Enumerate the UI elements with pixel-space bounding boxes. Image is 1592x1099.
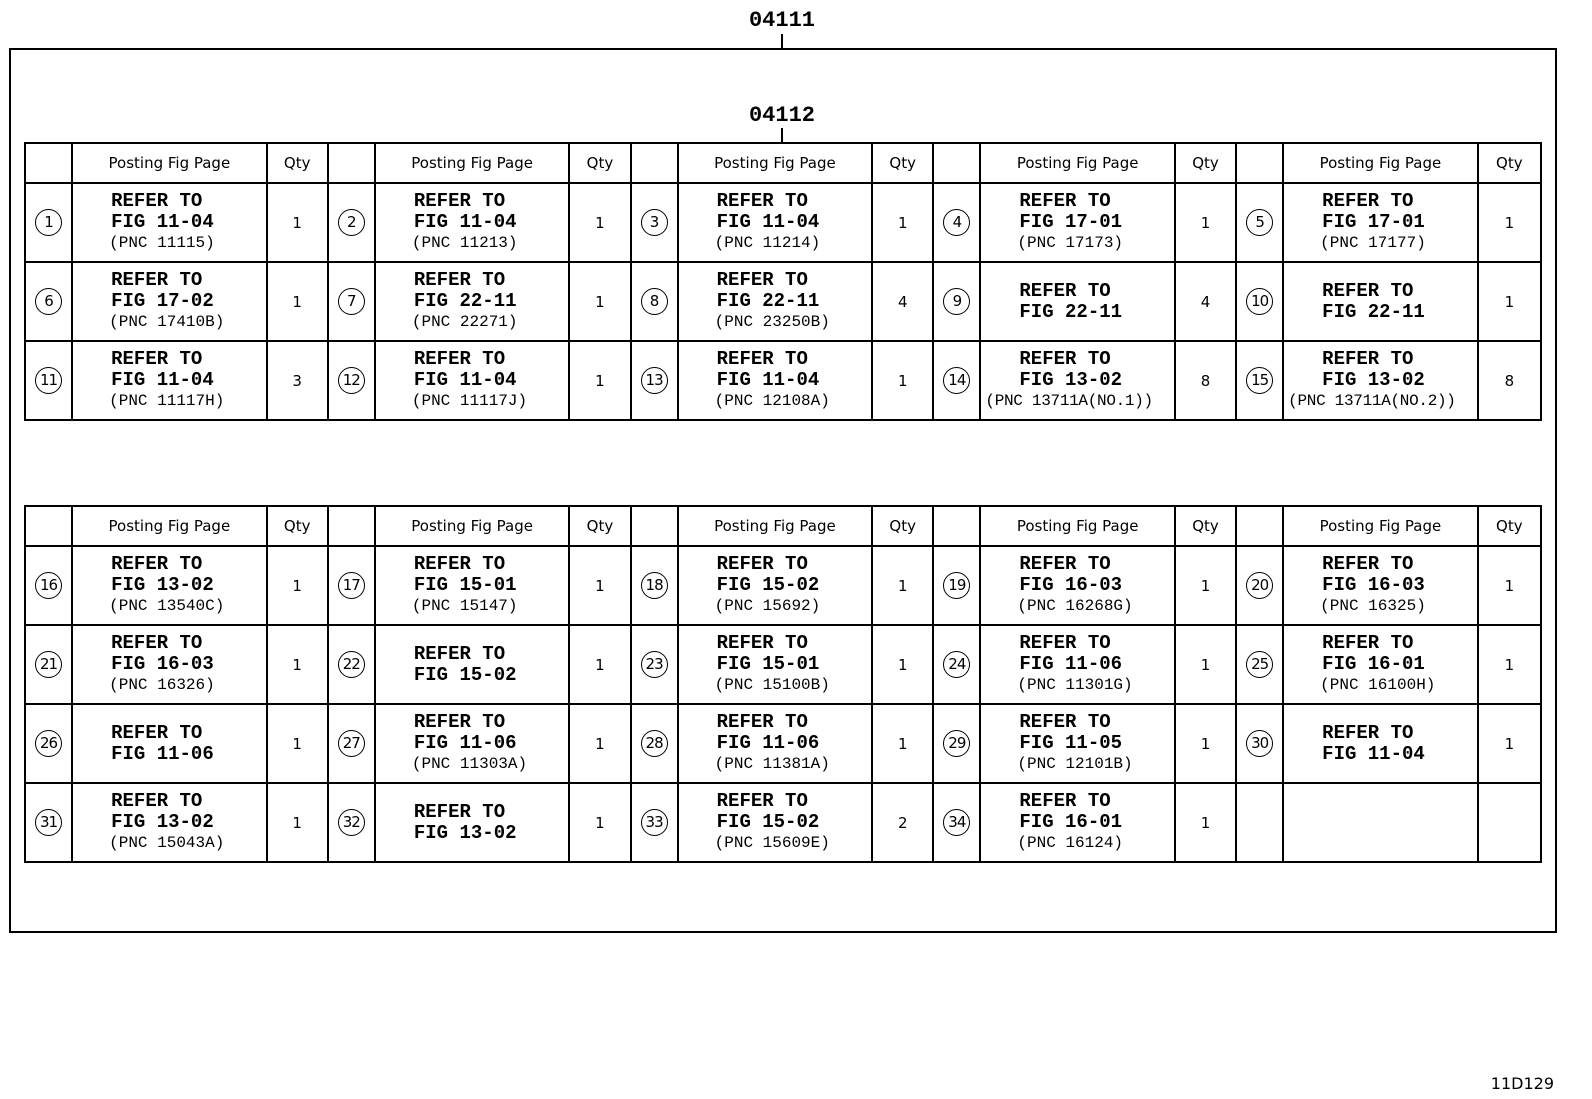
qty-cell: 1 [872, 341, 933, 420]
ref-number-circle: 30 [1246, 730, 1273, 757]
refer-to-text: REFER TO [1019, 790, 1111, 812]
pnc-text: (PNC 11301G) [1017, 676, 1133, 694]
ref-number-cell [1236, 783, 1283, 862]
ref-number-cell [1236, 341, 1283, 420]
posting-cell [1283, 546, 1478, 625]
header-num-cell [933, 143, 980, 183]
pnc-text: (PNC 13711A(NO.2)) [1288, 392, 1456, 410]
fig-page-text: FIG 22-11 [716, 290, 820, 312]
pnc-text: (PNC 11117H) [109, 392, 225, 410]
ref-number-circle: 19 [943, 572, 970, 599]
posting-cell [1283, 625, 1478, 704]
header-posting: Posting Fig Page [980, 143, 1175, 183]
fig-page-text: FIG 11-04 [111, 369, 214, 391]
fig-page-text: FIG 17-02 [111, 290, 214, 312]
posting-cell [72, 183, 267, 262]
ref-number-cell [631, 341, 678, 420]
header-num-cell [1236, 143, 1283, 183]
ref-number-cell [1236, 546, 1283, 625]
header-num-cell [631, 143, 678, 183]
table-row [25, 783, 1541, 862]
posting-cell [980, 262, 1175, 341]
pnc-text: (PNC 11115) [109, 234, 215, 252]
ref-number-cell [328, 783, 375, 862]
fig-page-text: FIG 22-11 [1322, 300, 1425, 323]
header-posting: Posting Fig Page [678, 143, 873, 183]
fig-page-text: FIG 15-02 [716, 574, 820, 596]
pnc-text: (PNC 16326) [109, 676, 215, 694]
fig-page-text: FIG 11-06 [716, 732, 820, 754]
ref-number-circle: 34 [943, 809, 970, 836]
refer-to-text: REFER TO [413, 553, 506, 575]
figure-code: 11D129 [1490, 1074, 1554, 1093]
fig-page-text: FIG 15-01 [716, 653, 820, 675]
posting-cell [375, 341, 570, 420]
posting-cell [72, 783, 267, 862]
qty-cell: 1 [1175, 183, 1236, 262]
posting-cell [72, 341, 267, 420]
pnc-text: (PNC 16124) [1017, 834, 1124, 852]
qty-cell: 1 [1478, 262, 1541, 341]
refer-to-text: REFER TO [716, 790, 808, 812]
header-posting: Posting Fig Page [678, 506, 873, 546]
ref-number-circle: 17 [338, 572, 365, 599]
refer-to-text: REFER TO [111, 632, 203, 654]
posting-cell [375, 183, 570, 262]
fig-page-text: FIG 16-03 [1322, 574, 1425, 596]
ref-number-circle: 5 [1246, 209, 1273, 236]
qty-cell: 1 [569, 341, 630, 420]
header-posting: Posting Fig Page [72, 143, 267, 183]
ref-number-cell [25, 783, 72, 862]
qty-cell: 1 [569, 704, 630, 783]
refer-to-text: REFER TO [716, 553, 808, 575]
refer-to-text: REFER TO [413, 190, 506, 212]
header-num-cell [25, 506, 72, 546]
refer-to-text: REFER TO [413, 800, 506, 823]
fig-page-text: FIG 17-01 [1019, 211, 1123, 233]
ref-number-circle: 13 [641, 367, 668, 394]
posting-cell [375, 262, 570, 341]
refer-to-text: REFER TO [1322, 721, 1414, 744]
posting-cell [678, 546, 873, 625]
refer-to-text: REFER TO [1322, 553, 1414, 575]
pnc-text: (PNC 15609E) [714, 834, 830, 852]
qty-cell: 4 [1175, 262, 1236, 341]
pnc-text: (PNC 11214) [714, 234, 821, 252]
posting-cell [980, 625, 1175, 704]
ref-number-circle: 18 [641, 572, 668, 599]
ref-number-cell [25, 262, 72, 341]
qty-cell: 1 [267, 183, 328, 262]
refer-to-text: REFER TO [1322, 190, 1414, 212]
pnc-text: (PNC 15692) [714, 597, 821, 615]
refer-to-text: REFER TO [413, 348, 506, 370]
refer-to-text: REFER TO [413, 711, 506, 733]
qty-cell: 1 [267, 625, 328, 704]
qty-cell: 1 [267, 783, 328, 862]
pnc-text: (PNC 13711A(NO.1)) [985, 392, 1153, 410]
qty-cell: 8 [1478, 341, 1541, 420]
header-qty: Qty [1478, 506, 1541, 546]
refer-to-text: REFER TO [111, 348, 203, 370]
ref-number-circle: 3 [641, 209, 668, 236]
qty-cell: 1 [267, 704, 328, 783]
ref-number-cell [933, 783, 980, 862]
fig-page-text: FIG 16-01 [1019, 811, 1123, 833]
ref-number-cell [631, 704, 678, 783]
fig-page-text: FIG 11-06 [111, 742, 214, 765]
refer-to-text: REFER TO [1322, 279, 1414, 302]
parts-table-upper [24, 142, 1542, 421]
fig-page-text: FIG 16-03 [1019, 574, 1123, 596]
outer-group-leader-line [781, 34, 783, 49]
ref-number-circle: 31 [35, 809, 62, 836]
qty-cell: 1 [872, 704, 933, 783]
fig-page-text: FIG 11-04 [716, 211, 820, 233]
pnc-text: (PNC 16268G) [1017, 597, 1133, 615]
refer-to-text: REFER TO [413, 642, 506, 665]
posting-cell [72, 704, 267, 783]
ref-number-cell [328, 704, 375, 783]
ref-number-circle: 20 [1246, 572, 1273, 599]
qty-cell: 2 [872, 783, 933, 862]
fig-page-text: FIG 11-04 [111, 211, 214, 233]
fig-page-text: FIG 15-01 [413, 574, 517, 596]
header-qty: Qty [1175, 143, 1236, 183]
refer-to-text: REFER TO [413, 269, 506, 291]
ref-number-cell [1236, 625, 1283, 704]
posting-cell [980, 546, 1175, 625]
inner-group-leader-line [781, 128, 783, 143]
header-qty: Qty [1478, 143, 1541, 183]
qty-cell [1478, 783, 1541, 862]
ref-number-cell [328, 183, 375, 262]
pnc-text: (PNC 11117J) [411, 392, 528, 410]
refer-to-text: REFER TO [1322, 632, 1414, 654]
pnc-text: (PNC 11381A) [714, 755, 830, 773]
ref-number-circle: 11 [35, 367, 62, 394]
ref-number-cell [25, 341, 72, 420]
refer-to-text: REFER TO [1019, 553, 1111, 575]
table-row [25, 183, 1541, 262]
refer-to-text: REFER TO [111, 190, 203, 212]
ref-number-cell [25, 704, 72, 783]
ref-number-cell [933, 341, 980, 420]
header-row [25, 143, 1541, 183]
ref-number-cell [933, 262, 980, 341]
ref-number-circle: 15 [1246, 367, 1273, 394]
ref-number-circle: 33 [641, 809, 668, 836]
qty-cell: 1 [1175, 546, 1236, 625]
qty-cell: 1 [569, 262, 630, 341]
header-num-cell [933, 506, 980, 546]
pnc-text: (PNC 16325) [1320, 597, 1426, 615]
fig-page-text: FIG 11-04 [413, 369, 517, 391]
pnc-text: (PNC 13540C) [109, 597, 225, 615]
pnc-text: (PNC 15147) [411, 597, 518, 615]
posting-cell [980, 783, 1175, 862]
ref-number-cell [25, 625, 72, 704]
posting-cell [375, 625, 570, 704]
ref-number-cell [933, 704, 980, 783]
qty-cell: 1 [267, 262, 328, 341]
posting-cell [1283, 183, 1478, 262]
qty-cell: 3 [267, 341, 328, 420]
header-qty: Qty [872, 506, 933, 546]
refer-to-text: REFER TO [1019, 279, 1111, 302]
table-row [25, 546, 1541, 625]
fig-page-text: FIG 13-02 [111, 811, 214, 833]
header-posting: Posting Fig Page [980, 506, 1175, 546]
posting-cell [72, 625, 267, 704]
fig-page-text: FIG 22-11 [1019, 300, 1123, 323]
outer-group-label: 04111 [748, 8, 815, 33]
table-row [25, 341, 1541, 420]
posting-cell [678, 704, 873, 783]
qty-cell: 1 [1478, 704, 1541, 783]
qty-cell: 1 [569, 783, 630, 862]
ref-number-cell [933, 625, 980, 704]
qty-cell: 1 [1175, 625, 1236, 704]
header-num-cell [25, 143, 72, 183]
header-posting: Posting Fig Page [1283, 506, 1478, 546]
refer-to-text: REFER TO [1019, 632, 1111, 654]
fig-page-text: FIG 11-05 [1019, 732, 1123, 754]
header-posting: Posting Fig Page [1283, 143, 1478, 183]
fig-page-text: FIG 11-04 [716, 369, 820, 391]
table-row [25, 704, 1541, 783]
header-row [25, 506, 1541, 546]
pnc-text: (PNC 17173) [1017, 234, 1124, 252]
posting-cell [678, 783, 873, 862]
pnc-text: (PNC 11303A) [411, 755, 528, 773]
header-posting: Posting Fig Page [375, 506, 570, 546]
posting-cell [980, 704, 1175, 783]
header-num-cell [328, 143, 375, 183]
pnc-text: (PNC 17410B) [109, 313, 225, 331]
ref-number-cell [25, 183, 72, 262]
header-qty: Qty [569, 143, 630, 183]
pnc-text: (PNC 17177) [1320, 234, 1426, 252]
ref-number-circle: 8 [641, 288, 668, 315]
table-row [25, 262, 1541, 341]
ref-number-cell [1236, 262, 1283, 341]
qty-cell: 1 [569, 183, 630, 262]
fig-page-text: FIG 11-04 [413, 211, 517, 233]
posting-cell [1283, 783, 1478, 862]
fig-page-text: FIG 13-02 [111, 574, 214, 596]
ref-number-circle: 4 [943, 209, 970, 236]
ref-number-circle: 16 [35, 572, 62, 599]
qty-cell: 1 [569, 625, 630, 704]
ref-number-circle: 25 [1246, 651, 1273, 678]
posting-cell [375, 546, 570, 625]
refer-to-text: REFER TO [111, 721, 203, 744]
ref-number-cell [631, 183, 678, 262]
ref-number-circle: 6 [35, 288, 62, 315]
pnc-text: (PNC 22271) [411, 313, 518, 331]
fig-page-text: FIG 13-02 [413, 821, 517, 844]
header-num-cell [631, 506, 678, 546]
posting-cell [678, 262, 873, 341]
qty-cell: 1 [872, 546, 933, 625]
header-qty: Qty [267, 143, 328, 183]
refer-to-text: REFER TO [111, 269, 203, 291]
fig-page-text: FIG 16-01 [1322, 653, 1425, 675]
qty-cell: 8 [1175, 341, 1236, 420]
fig-page-text: FIG 11-04 [1322, 742, 1425, 765]
pnc-text: (PNC 11213) [411, 234, 518, 252]
posting-cell [980, 183, 1175, 262]
table-row [25, 625, 1541, 704]
refer-to-text: REFER TO [716, 348, 808, 370]
ref-number-cell [631, 546, 678, 625]
posting-cell [678, 183, 873, 262]
fig-page-text: FIG 13-02 [1019, 369, 1123, 391]
posting-cell [678, 625, 873, 704]
qty-cell: 1 [872, 625, 933, 704]
fig-page-text: FIG 16-03 [111, 653, 214, 675]
ref-number-circle: 9 [943, 288, 970, 315]
fig-page-text: FIG 11-06 [1019, 653, 1123, 675]
pnc-text: (PNC 12108A) [714, 392, 830, 410]
refer-to-text: REFER TO [1322, 348, 1414, 370]
posting-cell [1283, 341, 1478, 420]
ref-number-circle: 21 [35, 651, 62, 678]
ref-number-cell [328, 262, 375, 341]
ref-number-circle: 10 [1246, 288, 1273, 315]
ref-number-cell [631, 262, 678, 341]
parts-table-lower [24, 505, 1542, 863]
posting-cell [375, 704, 570, 783]
pnc-text: (PNC 16100H) [1320, 676, 1436, 694]
ref-number-cell [25, 546, 72, 625]
header-qty: Qty [1175, 506, 1236, 546]
qty-cell: 1 [1175, 783, 1236, 862]
ref-number-circle: 1 [35, 209, 62, 236]
qty-cell: 1 [267, 546, 328, 625]
posting-cell [678, 341, 873, 420]
header-num-cell [328, 506, 375, 546]
pnc-text: (PNC 12101B) [1017, 755, 1133, 773]
refer-to-text: REFER TO [1019, 348, 1111, 370]
ref-number-cell [328, 625, 375, 704]
posting-cell [72, 262, 267, 341]
qty-cell: 4 [872, 262, 933, 341]
posting-cell [1283, 262, 1478, 341]
refer-to-text: REFER TO [111, 553, 203, 575]
fig-page-text: FIG 15-02 [413, 663, 517, 686]
pnc-text: (PNC 23250B) [714, 313, 830, 331]
ref-number-cell [631, 783, 678, 862]
ref-number-circle: 24 [943, 651, 970, 678]
ref-number-circle: 26 [35, 730, 62, 757]
posting-cell [72, 546, 267, 625]
posting-cell [980, 341, 1175, 420]
ref-number-circle: 27 [338, 730, 365, 757]
ref-number-cell [1236, 183, 1283, 262]
ref-number-cell [328, 546, 375, 625]
ref-number-circle: 23 [641, 651, 668, 678]
fig-page-text: FIG 17-01 [1322, 211, 1425, 233]
qty-cell: 1 [872, 183, 933, 262]
refer-to-text: REFER TO [1019, 190, 1111, 212]
qty-cell: 1 [569, 546, 630, 625]
fig-page-text: FIG 22-11 [413, 290, 517, 312]
header-qty: Qty [569, 506, 630, 546]
refer-to-text: REFER TO [111, 790, 203, 812]
ref-number-cell [631, 625, 678, 704]
header-num-cell [1236, 506, 1283, 546]
ref-number-circle: 22 [338, 651, 365, 678]
qty-cell: 1 [1478, 183, 1541, 262]
refer-to-text: REFER TO [716, 269, 808, 291]
ref-number-circle: 12 [338, 367, 365, 394]
refer-to-text: REFER TO [716, 632, 808, 654]
fig-page-text: FIG 13-02 [1322, 369, 1425, 391]
header-qty: Qty [872, 143, 933, 183]
qty-cell: 1 [1175, 704, 1236, 783]
ref-number-cell [328, 341, 375, 420]
ref-number-circle: 14 [943, 367, 970, 394]
pnc-text: (PNC 15043A) [109, 834, 225, 852]
posting-cell [375, 783, 570, 862]
pnc-text: (PNC 15100B) [714, 676, 830, 694]
ref-number-circle: 28 [641, 730, 668, 757]
ref-number-circle: 29 [943, 730, 970, 757]
fig-page-text: FIG 11-06 [413, 732, 517, 754]
ref-number-circle: 32 [338, 809, 365, 836]
refer-to-text: REFER TO [1019, 711, 1111, 733]
ref-number-circle: 7 [338, 288, 365, 315]
inner-group-label: 04112 [748, 103, 815, 128]
header-posting: Posting Fig Page [72, 506, 267, 546]
fig-page-text: FIG 15-02 [716, 811, 820, 833]
refer-to-text: REFER TO [716, 190, 808, 212]
posting-cell [1283, 704, 1478, 783]
ref-number-circle: 2 [338, 209, 365, 236]
ref-number-cell [933, 183, 980, 262]
header-posting: Posting Fig Page [375, 143, 570, 183]
refer-to-text: REFER TO [716, 711, 808, 733]
qty-cell: 1 [1478, 625, 1541, 704]
ref-number-cell [1236, 704, 1283, 783]
qty-cell: 1 [1478, 546, 1541, 625]
header-qty: Qty [267, 506, 328, 546]
ref-number-cell [933, 546, 980, 625]
